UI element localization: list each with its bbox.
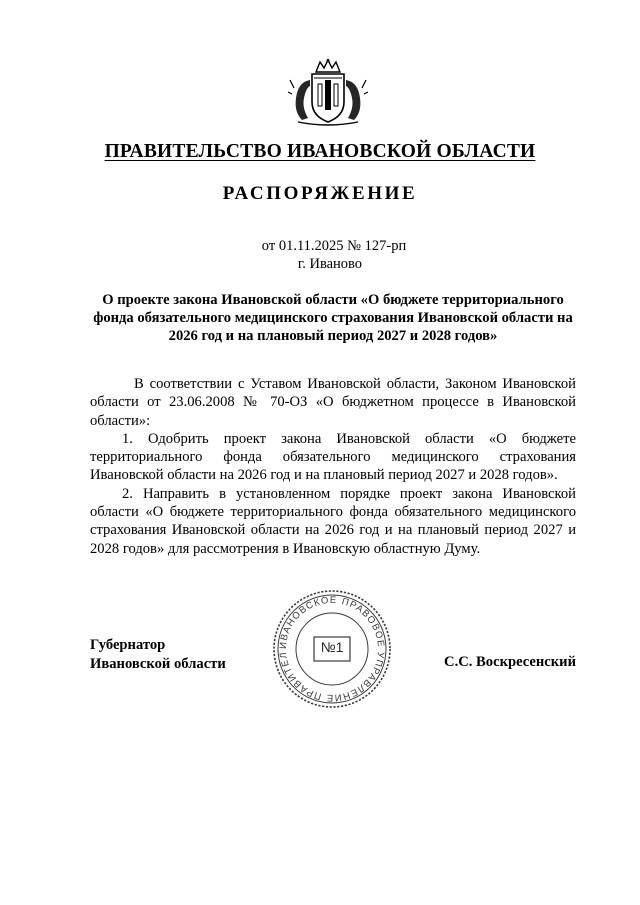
body-intro: В соответствии с Уставом Ивановской области, Законом Ивановской области от 23.06.2008 № 70-ОЗ «О бюджетном процессе в Ивановской области»: xyxy=(90,376,576,429)
signature-position-line2: Ивановской области xyxy=(90,655,226,672)
government-title: ПРАВИТЕЛЬСТВО ИВАНОВСКОЙ ОБЛАСТИ xyxy=(104,141,536,162)
official-stamp-icon xyxy=(270,587,394,711)
body-item-1: 1. Одобрить проект закона Ивановской области «О бюджете территориального фонда обязательного медицинского страхования Ивановской области на 2026 год и на плановый период 2027 и 2028 годов». xyxy=(90,430,576,484)
document-date-number: от 01.11.2025 № 127-рп xyxy=(261,238,407,254)
stamp-number: №1 xyxy=(320,639,344,655)
signatory-name: С.С. Воскресенский xyxy=(444,654,576,670)
stamp-ring-text: ИВАНОВСКОЕ ПРАВОВОЕ УПРАВЛЕНИЕ ПРАВИТЕЛ xyxy=(277,594,387,704)
document-type: РАСПОРЯЖЕНИЕ xyxy=(222,183,418,204)
document-body xyxy=(90,375,576,558)
document-subject: О проекте закона Ивановской области «О бюджете территориального фонда обязательного медицинского страхования Ивановской области на 2026 год и на плановый период 2027 и 2028 годов» xyxy=(93,292,573,344)
signature-position-line1: Губернатор xyxy=(90,637,166,653)
signature-position xyxy=(90,636,226,673)
body-item-2: 2. Направить в установленном порядке проект закона Ивановской области «О бюджете территориального фонда обязательного медицинского страхования Ивановской области на 2026 год и на плановый период 2027 и 2028 годов» для рассмотрения в Ивановскую областную Думу. xyxy=(90,485,576,557)
document-city: г. Иваново xyxy=(297,256,363,272)
ivanovo-coat-of-arms-icon xyxy=(288,58,368,128)
